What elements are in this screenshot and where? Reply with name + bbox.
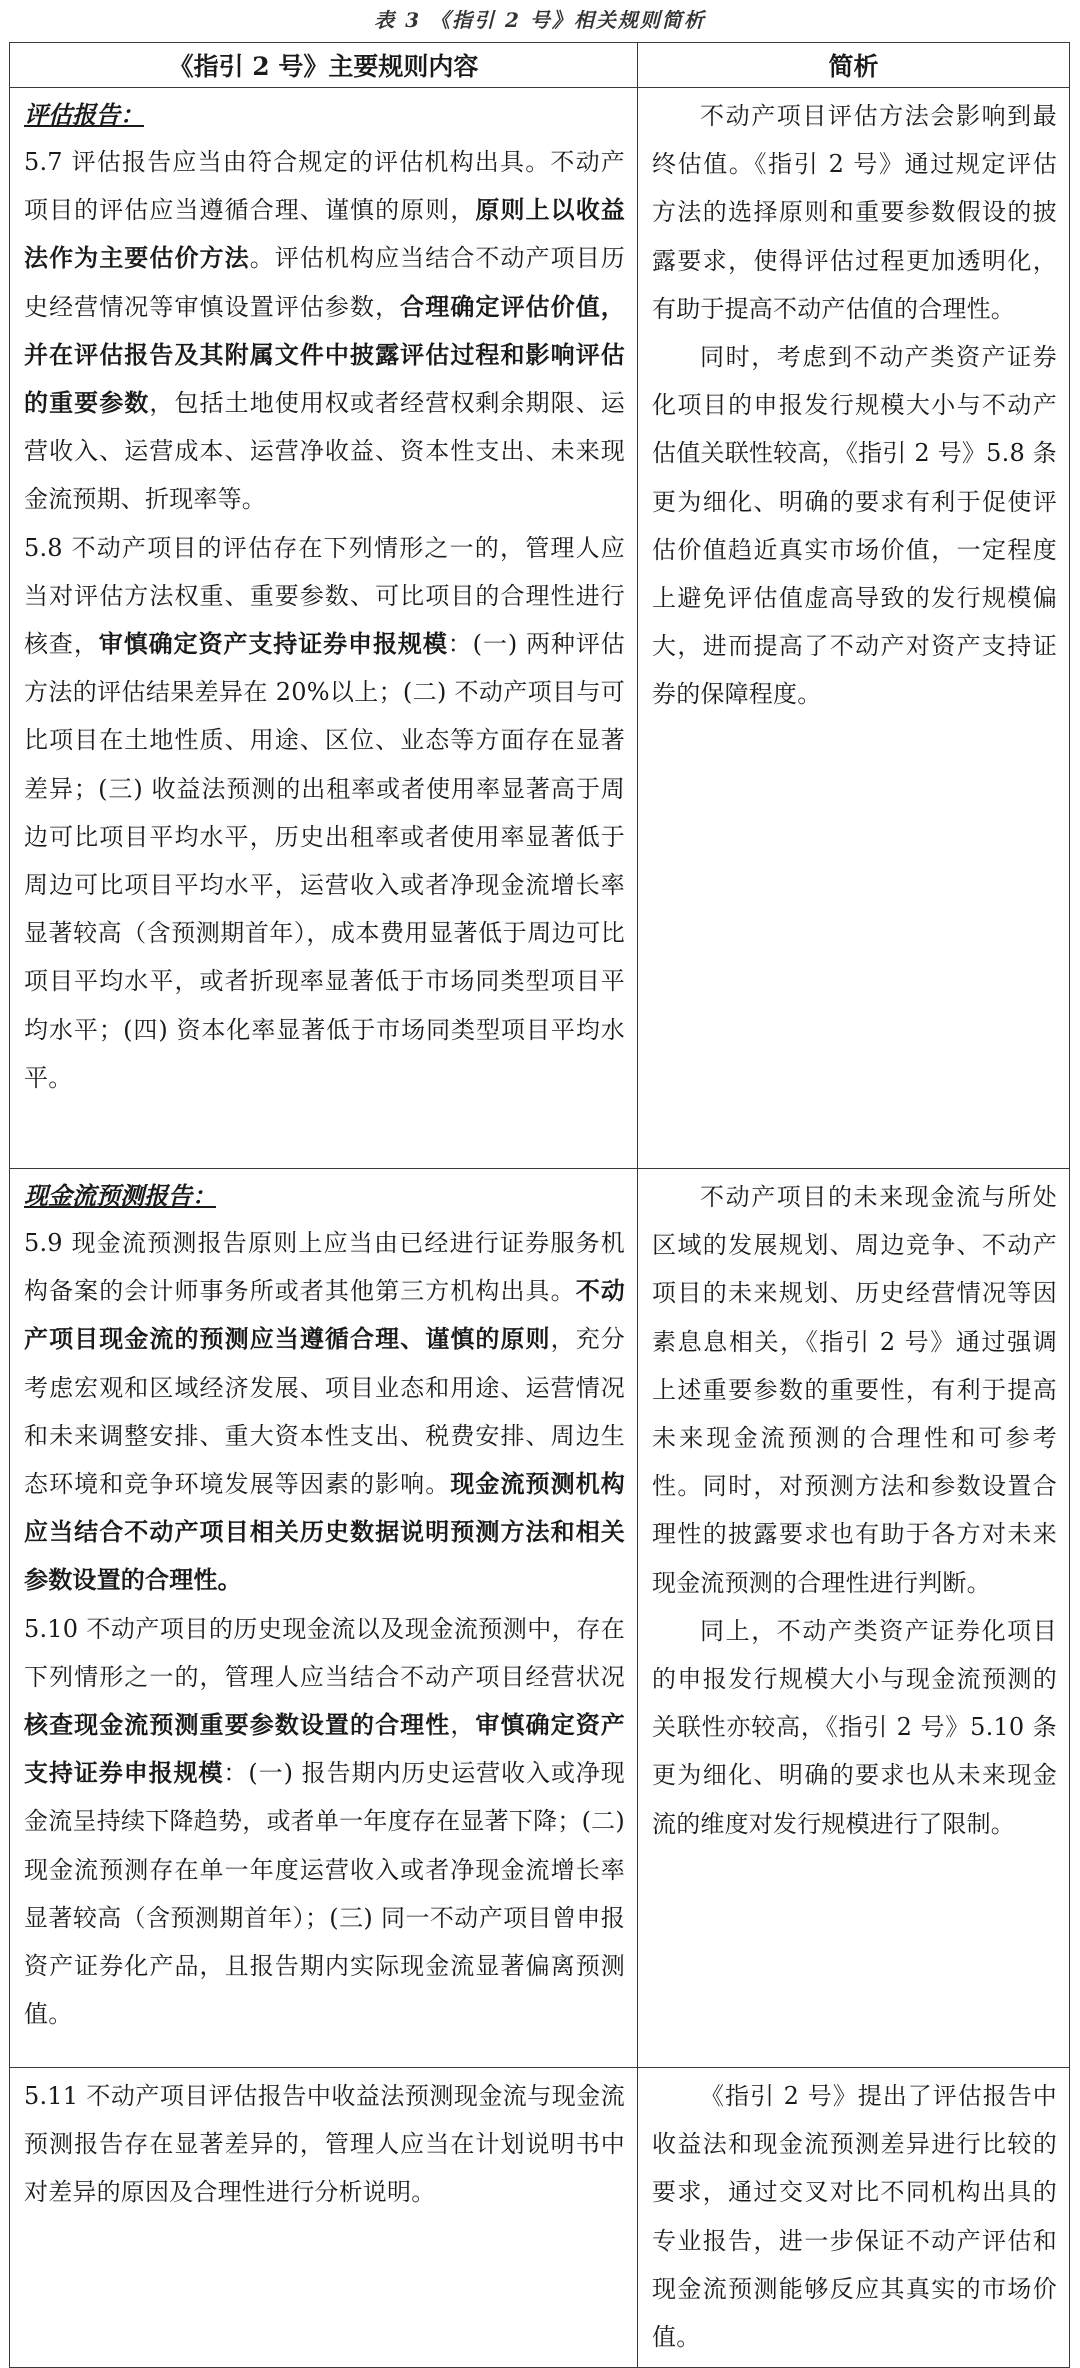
rule-5-10: 5.10 不动产项目的历史现金流以及现金流预测中，存在下列情形之一的，管理人应当结合不动产项目经营状况核查现金流预测重要参数设置的合理性，审慎确定资产支持证券申报规模：(一) 报告期内历史运营收入或净现金流呈持续下降趋势，或者单一年度存在显著下降；(二) 现金流预测存在单一年度运营收入或者净现金流增长率显著较高（含预测期首年）；(三) 同一不动产项目曾申报资产证券化产品，且报告期内实际现金流显著偏离预测值。: [24, 1614, 625, 2029]
table-header-row: [10, 43, 1070, 88]
section-heading-cashflow-report: 现金流预测报告：: [24, 1181, 216, 1210]
table-row: [10, 1169, 1070, 2068]
rules-table: [9, 42, 1070, 2368]
analysis-cell-comparison: [638, 2068, 1070, 2368]
analysis-paragraph: 同上，不动产类资产证券化项目的申报发行规模大小与现金流预测的关联性亦较高，《指引 2 号》5.10 条更为细化、明确的要求也从未来现金流的维度对发行规模进行了限制。: [652, 1616, 1057, 1838]
table-caption: 表 3 《指引 2 号》相关规则简析: [374, 8, 706, 32]
table-row: [10, 88, 1070, 1169]
rule-5-9: 5.9 现金流预测报告原则上应当由已经进行证券服务机构备案的会计师事务所或者其他第三方机构出具。不动产项目现金流的预测应当遵循合理、谨慎的原则，充分考虑宏观和区域经济发展、项目业态和用途、运营情况和未来调整安排、重大资本性支出、税费安排、周边生态环境和竞争环境发展等因素的影响。现金流预测机构应当结合不动产项目相关历史数据说明预测方法和相关参数设置的合理性。: [24, 1229, 625, 1595]
table-row: [10, 2068, 1070, 2368]
rules-cell-valuation: [10, 88, 638, 1169]
analysis-paragraph: 《指引 2 号》提出了评估报告中收益法和现金流预测差异进行比较的要求，通过交叉对比不同机构出具的专业报告，进一步保证不动产评估和现金流预测能够反应其真实的市场价值。: [652, 2082, 1057, 2352]
analysis-cell-cashflow: [638, 1169, 1070, 2068]
analysis-cell-valuation: [638, 88, 1070, 1169]
rules-cell-comparison: [10, 2068, 638, 2368]
analysis-paragraph: 不动产项目评估方法会影响到最终估值。《指引 2 号》通过规定评估方法的选择原则和重要参数假设的披露要求，使得评估过程更加透明化，有助于提高不动产估值的合理性。: [652, 102, 1057, 323]
rules-cell-cashflow: [10, 1169, 638, 2068]
analysis-paragraph: 同时，考虑到不动产类资产证券化项目的申报发行规模大小与不动产估值关联性较高，《指引 2 号》5.8 条更为细化、明确的要求有利于促使评估价值趋近真实市场价值，一定程度上避免评估值虚高导致的发行规模偏大，进而提高了不动产对资产支持证券的保障程度。: [652, 343, 1057, 709]
rule-5-7: 5.7 评估报告应当由符合规定的评估机构出具。不动产项目的评估应当遵循合理、谨慎的原则，原则上以收益法作为主要估价方法。评估机构应当结合不动产项目历史经营情况等审慎设置评估参数，合理确定评估价值，并在评估报告及其附属文件中披露评估过程和影响评估的重要参数，包括土地使用权或者经营权剩余期限、运营收入、运营成本、运营净收益、资本性支出、未来现金流预期、折现率等。: [24, 148, 625, 514]
header-analysis: 简析: [638, 43, 1070, 88]
section-heading-valuation-report: 评估报告：: [24, 100, 144, 129]
analysis-paragraph: 不动产项目的未来现金流与所处区域的发展规划、周边竞争、不动产项目的未来规划、历史经营情况等因素息息相关，《指引 2 号》通过强调上述重要参数的重要性，有利于提高未来现金流预测的合理性和可参考性。同时，对预测方法和参数设置合理性的披露要求也有助于各方对未来现金流预测的合理性进行判断。: [652, 1183, 1057, 1597]
header-rules-content: 《指引 2 号》主要规则内容: [10, 43, 638, 88]
rule-5-8: 5.8 不动产项目的评估存在下列情形之一的，管理人应当对评估方法权重、重要参数、可比项目的合理性进行核查，审慎确定资产支持证券申报规模：(一) 两种评估方法的评估结果差异在 20%以上；(二) 不动产项目与可比项目在土地性质、用途、区位、业态等方面存在显著差异；(三) 收益法预测的出租率或者使用率显著高于周边可比项目平均水平，历史出租率或者使用率显著低于周边可比项目平均水平，运营收入或者净现金流增长率显著较高（含预测期首年），成本费用显著低于周边可比项目平均水平，或者折现率显著低于市场同类型项目平均水平；(四) 资本化率显著低于市场同类型项目平均水平。: [24, 533, 625, 1092]
rule-5-11: 5.11 不动产项目评估报告中收益法预测现金流与现金流预测报告存在显著差异的，管理人应当在计划说明书中对差异的原因及合理性进行分析说明。: [24, 2082, 625, 2207]
